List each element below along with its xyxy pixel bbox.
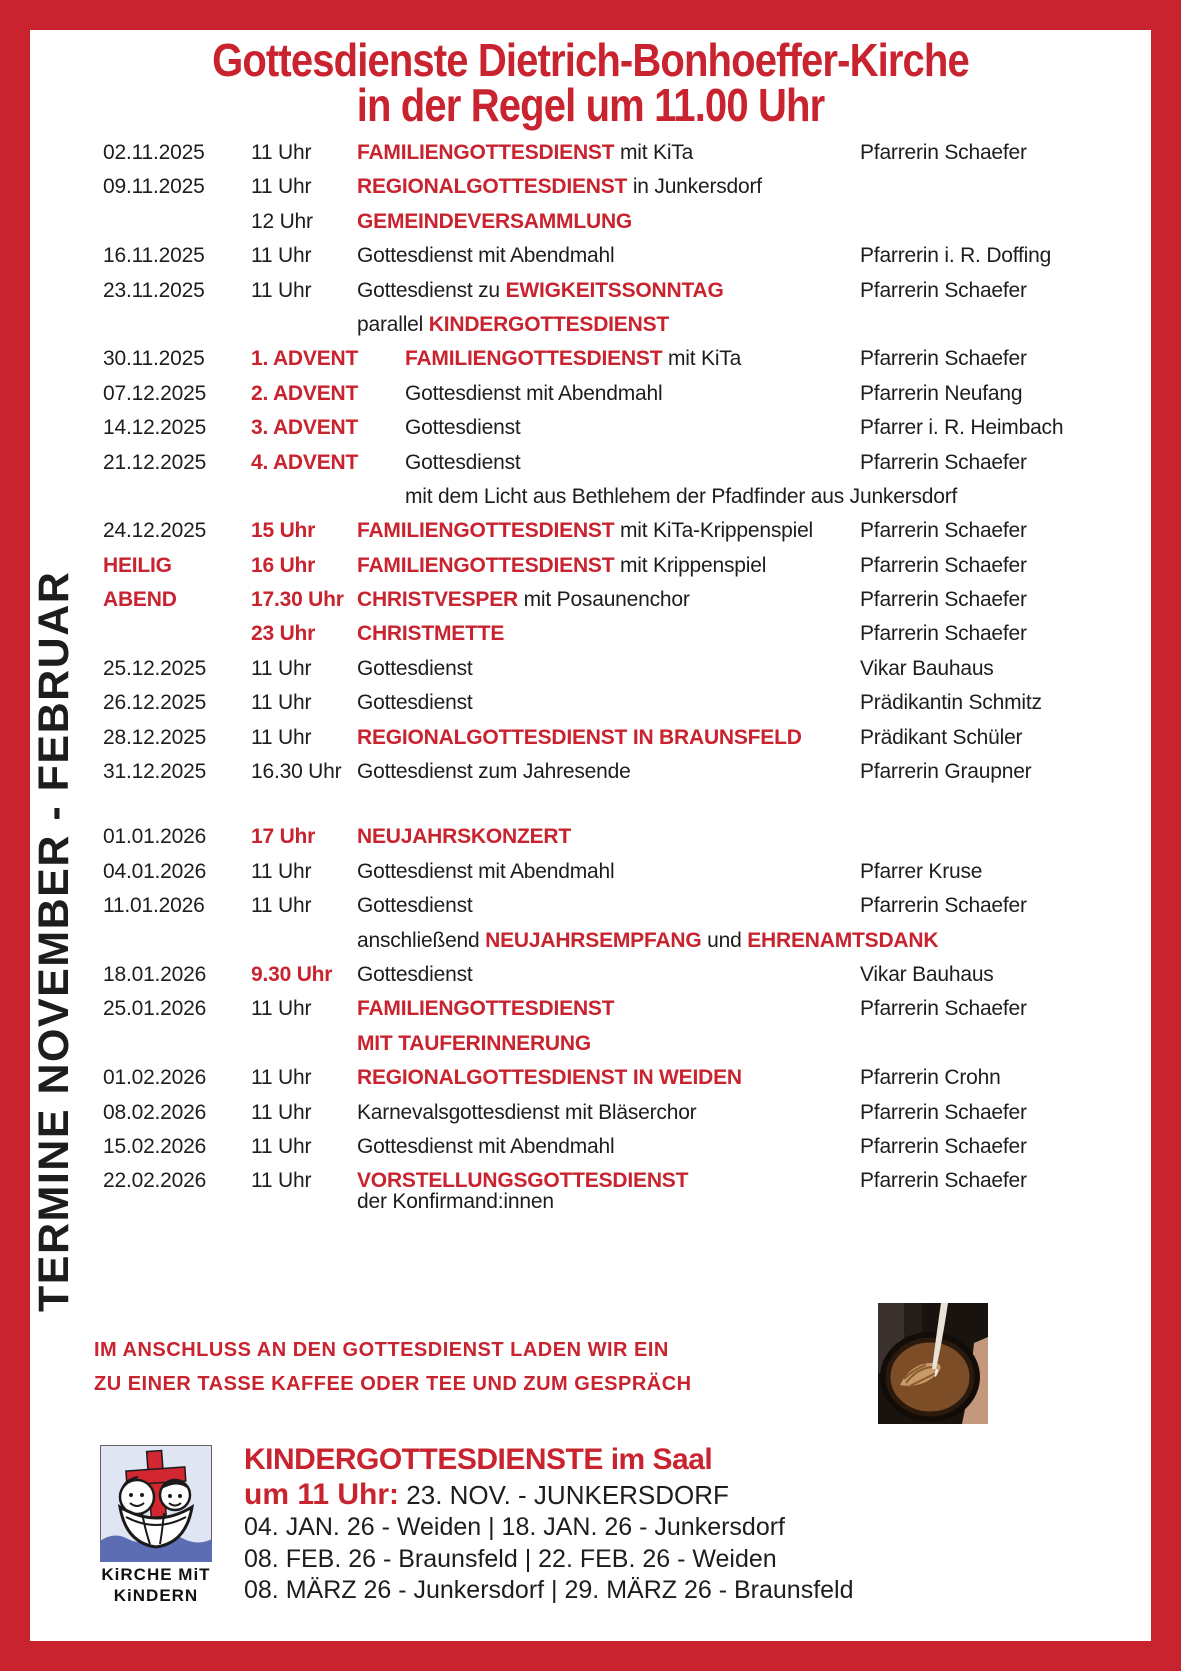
table-row: parallel KINDERGOTTESDIENST [357, 312, 669, 336]
table-row: 24.12.2025 15 Uhr FAMILIENGOTTESDIENST mit KiTa-Krippenspiel Pfarrerin Schaefer [103, 519, 1027, 543]
table-row: 12 Uhr GEMEINDEVERSAMMLUNG [251, 209, 633, 233]
table-row: 01.02.2026 11 Uhr REGIONALGOTTESDIENST IN WEIDEN Pfarrerin Crohn [103, 1066, 1001, 1090]
table-row: MIT TAUFERINNERUNG [357, 1031, 591, 1055]
logo-caption-line1: KiRCHE MiT [101, 1565, 211, 1584]
coffee-invite-line1: IM ANSCHLUSS AN DEN GOTTESDIENST LADEN WIR EIN [94, 1339, 669, 1361]
kids-schedule-line: 08. FEB. 26 - Braunsfeld | 22. FEB. 26 - Weiden [244, 1544, 777, 1573]
page-title-line1: Gottesdienste Dietrich-Bonhoeffer-Kirche [212, 34, 969, 86]
logo-caption-line2: KiNDERN [113, 1586, 199, 1605]
table-row: 04.01.2026 11 Uhr Gottesdienst mit Abendmahl Pfarrer Kruse [103, 859, 983, 883]
table-row: 21.12.2025 4. ADVENT Gottesdienst Pfarrerin Schaefer [103, 450, 1027, 474]
kids-services-time-line [244, 1478, 854, 1512]
table-row: 31.12.2025 16.30 Uhr Gottesdienst zum Jahresende Pfarrerin Graupner [103, 760, 1032, 784]
table-row: 02.11.2025 11 Uhr FAMILIENGOTTESDIENST mit KiTa Pfarrerin Schaefer [103, 141, 1027, 164]
kids-services-heading: KINDERGOTTESDIENSTE im Saal [244, 1443, 713, 1476]
table-row: 08.02.2026 11 Uhr Karnevalsgottesdienst mit Bläserchor Pfarrerin Schaefer [103, 1100, 1027, 1124]
table-row: 28.12.2025 11 Uhr REGIONALGOTTESDIENST IN BRAUNSFELD Prädikant Schüler [103, 725, 1023, 749]
table-row: HEILIG 16 Uhr FAMILIENGOTTESDIENST mit Krippenspiel Pfarrerin Schaefer [103, 553, 1027, 577]
page-title [103, 34, 1078, 131]
table-row: 16.11.2025 11 Uhr Gottesdienst mit Abendmahl Pfarrerin i. R. Doffing [103, 244, 1052, 268]
table-row: 09.11.2025 11 Uhr REGIONALGOTTESDIENST in Junkersdorf [103, 175, 762, 199]
table-row: 26.12.2025 11 Uhr Gottesdienst Prädikantin Schmitz [103, 691, 1042, 715]
table-row: 15.02.2026 11 Uhr Gottesdienst mit Abendmahl Pfarrerin Schaefer [103, 1134, 1027, 1158]
table-row: der Konfirmand:innen [357, 1189, 554, 1213]
table-row: mit dem Licht aus Bethlehem der Pfadfinder aus Junkersdorf [405, 484, 958, 508]
table-row: 23 Uhr CHRISTMETTE Pfarrerin Schaefer [251, 622, 1027, 646]
table-row: 30.11.2025 1. ADVENT FAMILIENGOTTESDIENST mit KiTa Pfarrerin Schaefer [103, 347, 1027, 371]
table-row: 07.12.2025 2. ADVENT Gottesdienst mit Abendmahl Pfarrerin Neufang [103, 381, 1023, 405]
table-row: 11.01.2026 11 Uhr Gottesdienst Pfarrerin Schaefer [103, 894, 1027, 918]
table-row: ABEND 17.30 Uhr CHRISTVESPER mit Posaunenchor Pfarrerin Schaefer [103, 588, 1027, 612]
table-row: 18.01.2026 9.30 Uhr Gottesdienst Vikar Bauhaus [103, 962, 994, 986]
coffee-photo [878, 1303, 988, 1424]
kids-services-section [244, 1442, 854, 1607]
kirche-mit-kindern-logo [100, 1445, 212, 1562]
kids-services-lines [244, 1512, 854, 1607]
table-row: 14.12.2025 3. ADVENT Gottesdienst Pfarrer i. R. Heimbach [103, 416, 1064, 440]
coffee-invite-line2: ZU EINER TASSE KAFFEE ODER TEE UND ZUM GESPRÄCH [94, 1373, 692, 1395]
coffee-invite-text [94, 1333, 692, 1401]
table-row: 22.02.2026 11 Uhr VORSTELLUNGSGOTTESDIENST Pfarrerin Schaefer [103, 1169, 1027, 1193]
table-row: anschließend NEUJAHRSEMPFANG und EHRENAMTSDANK [357, 928, 939, 952]
table-row: 25.01.2026 11 Uhr FAMILIENGOTTESDIENST Pfarrerin Schaefer [103, 997, 1027, 1021]
page-title-line2: in der Regel um 11.00 Uhr [356, 79, 825, 131]
kids-schedule-line: 08. MÄRZ 26 - Junkersdorf | 29. MÄRZ 26 - Braunsfeld [244, 1576, 854, 1604]
logo-caption [88, 1564, 224, 1606]
kids-first-entry: 23. NOV. - JUNKERSDORF [399, 1480, 729, 1510]
kids-time-label: um 11 Uhr: [244, 1478, 400, 1511]
table-row: 25.12.2025 11 Uhr Gottesdienst Vikar Bauhaus [103, 656, 994, 680]
schedule-table [103, 136, 1149, 1218]
table-row: 23.11.2025 11 Uhr Gottesdienst zu EWIGKEITSSONNTAG Pfarrerin Schaefer [103, 278, 1027, 302]
table-row: 01.01.2026 17 Uhr NEUJAHRSKONZERT [103, 825, 572, 849]
sidebar-vertical-title: TERMINE NOVEMBER - FEBRUAR [30, 570, 78, 1312]
kids-schedule-line: 04. JAN. 26 - Weiden | 18. JAN. 26 - Junkersdorf [244, 1513, 786, 1541]
